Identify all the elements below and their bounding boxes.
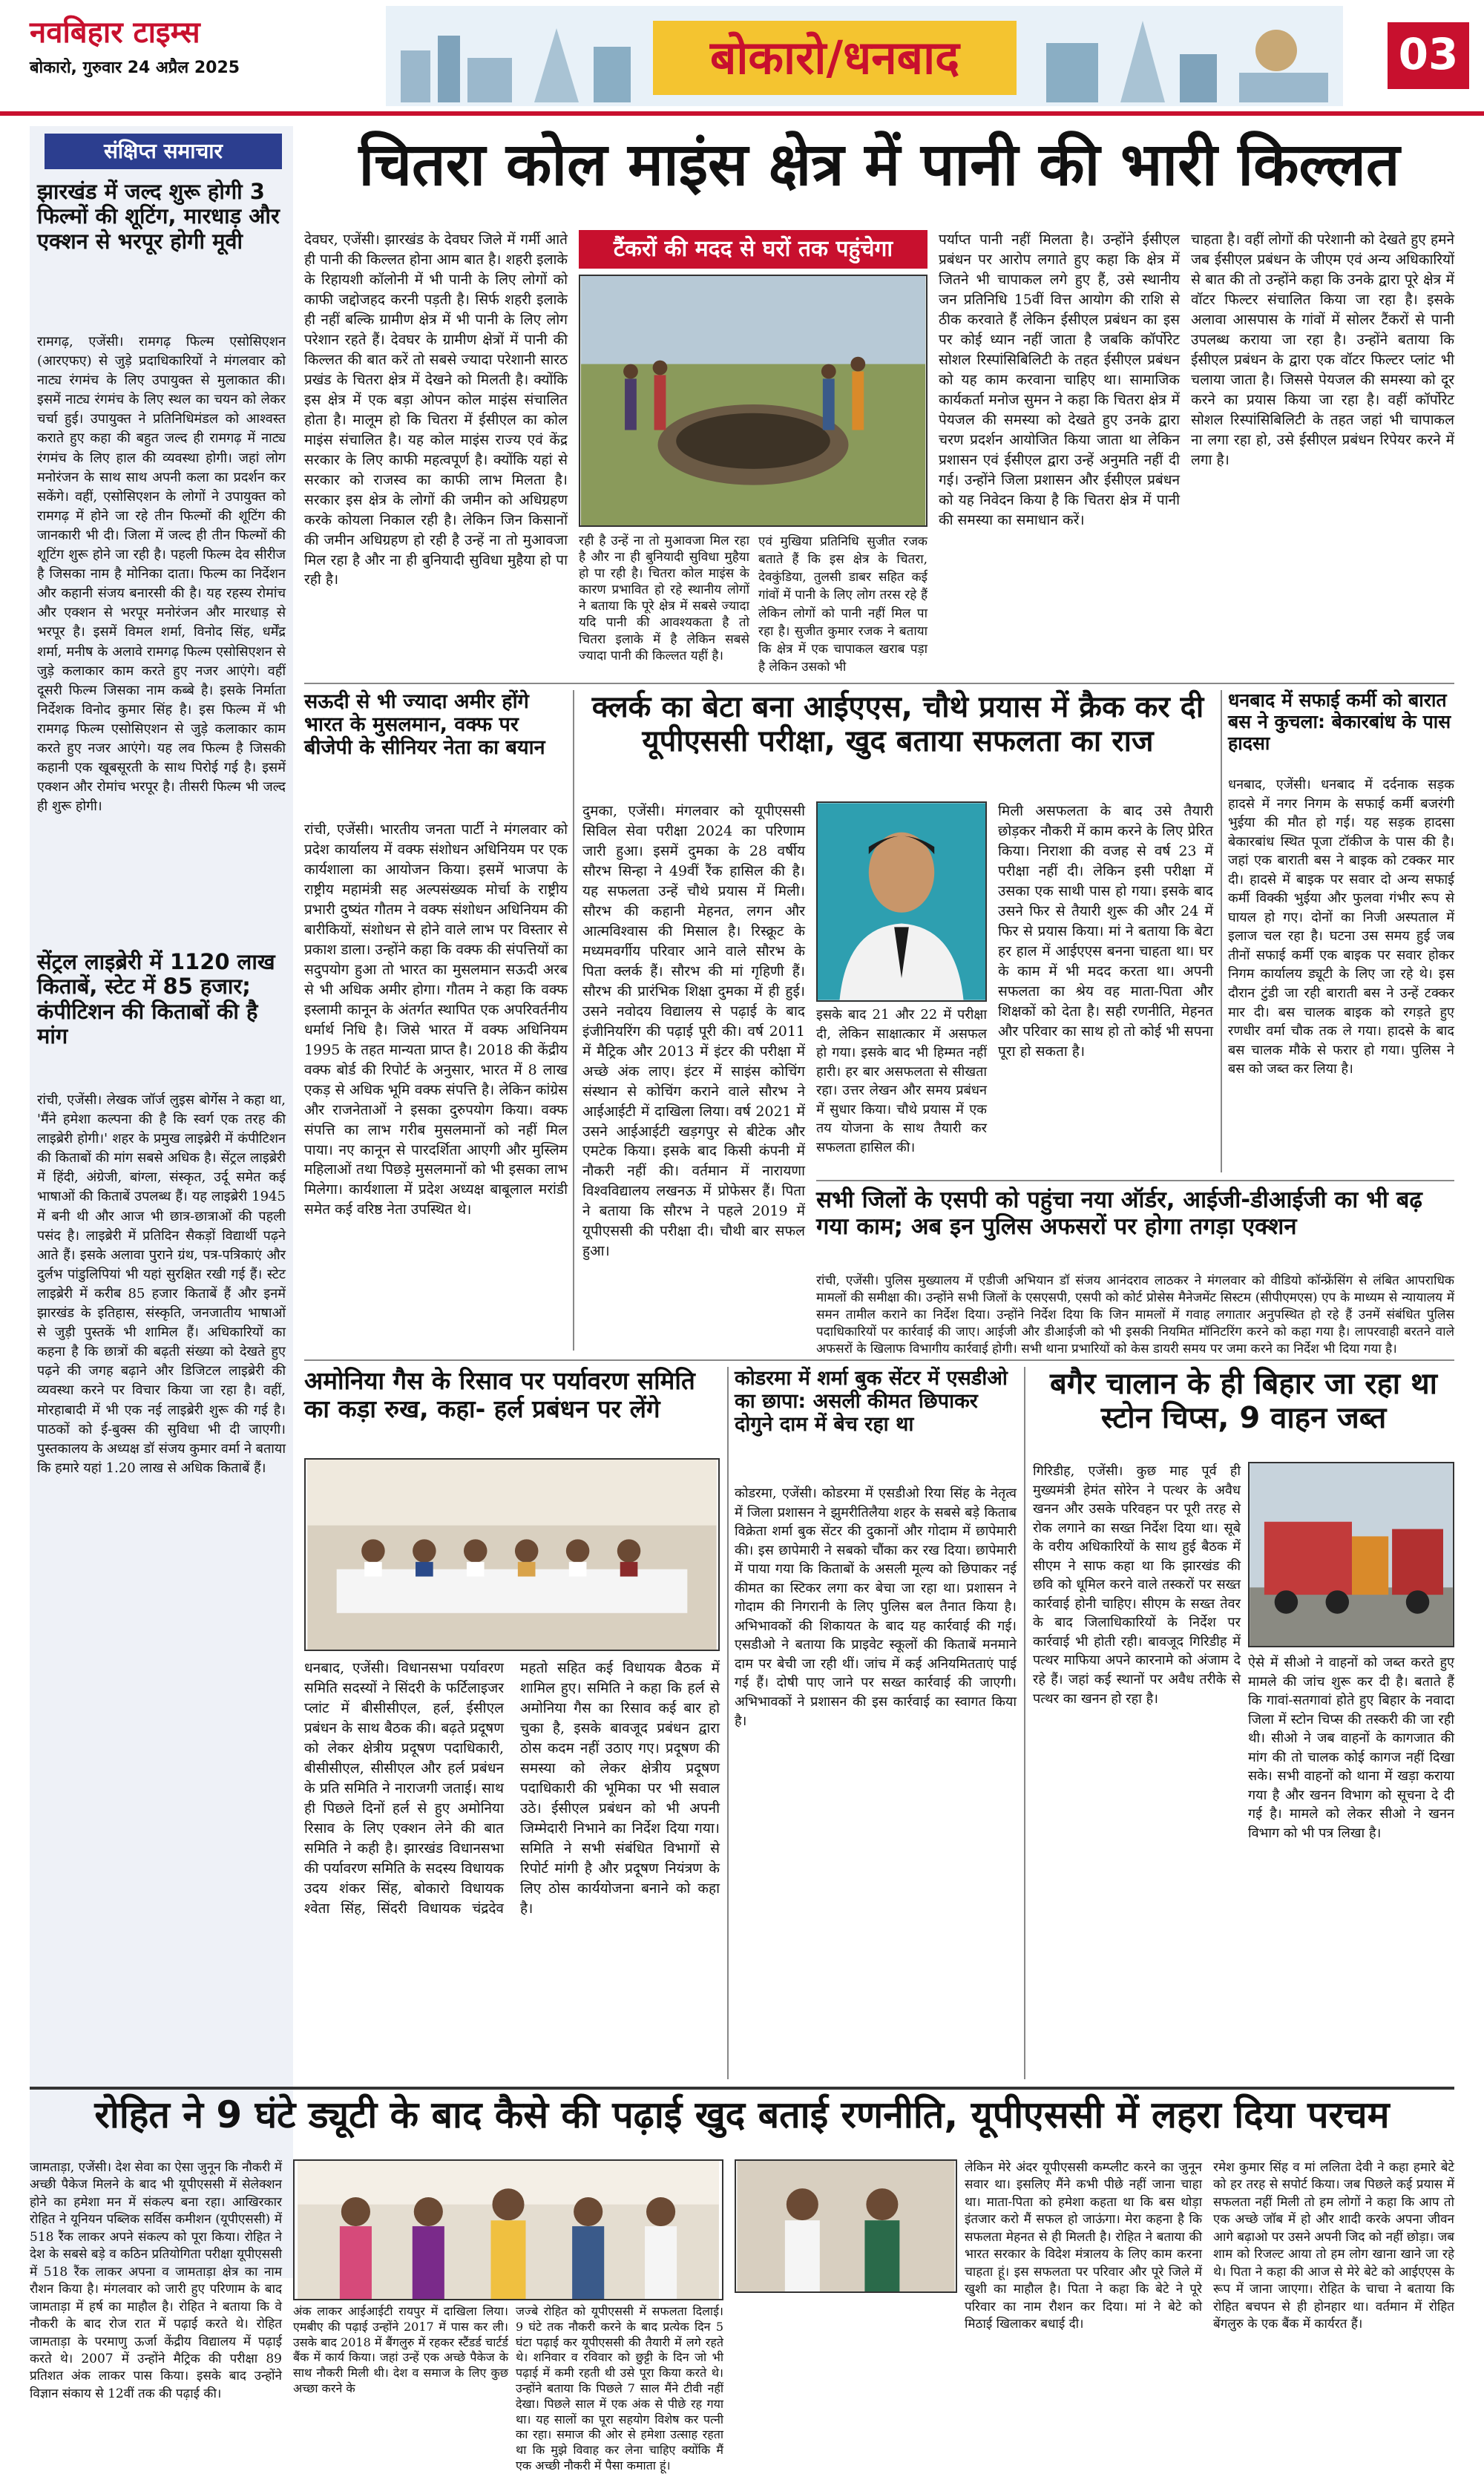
lead-body-far: चाहता है। वहीं लोगों की परेशानी को देखते हुए हमने जब ईसीएल प्रबंधन के जीएम एवं अन्य अधिकारियों से बात की तो उन्होंने कहा कि उनके द्वारा पूरे क्षेत्र में वॉटर फिल्टर संचालित किया जा रहा है। इसके अलावा आसपास के गांवों में सोलर टैंकरों से पानी उपलब्ध कराया जा रहा है। उन्होंने बताया कि ईसीएल प्रबंधन के द्वारा एक वॉटर फिल्टर प्लांट भी चलाया जाता है। जिससे पेयजल की समस्या को दूर करने का प्रयास किया जा रहा है। वहीं कॉर्पोरेट सोशल रिस्पांसिबिलिटी के तहत जहां भी चापाकल ना लगा रहा हो, उसे ईसीएल प्रबंधन रिपेयर करने में लगा है। (1191, 232, 1454, 468)
rohit-body-left: जामताड़ा, एजेंसी। देश सेवा का ऐसा जुनून कि नौकरी में अच्छी पैकेज मिलने के बाद भी यूपीएससी में सेलेक्शन होने का हमेशा मन में संकल्प बना रहा। आखिरकार रोहित ने यूनियन पब्लिक सर्विस कमीशन (यूपीएससी) में 518 रैंक लाकर अपने संकल्प को पूरा किया। रोहित ने देश के सबसे बड़े व कठिन प्रतियोगिता परीक्षा यूपीएससी में 518 रैंक लाकर अपना व जामताड़ा क्षेत्र का नाम रौशन किया है। मंगलवार को जारी हुए परिणाम के बाद जामताड़ा में हर्ष का माहौल है। रोहित ने बताया कि वे नौकरी के बाद रोज रात में पढ़ाई करते थे। रोहित जामताड़ा के परमाणु ऊर्जा केंद्रीय विद्यालय में पढ़ाई करते थे। 2007 में उन्होंने मैट्रिक की परीक्षा 89 प्रतिशत अंक लाकर पास किया। इसके बाद उन्होंने विज्ञान संकाय से 12वीं तक की पढ़ाई की। (30, 2160, 282, 2401)
brief-story-1-title: झारखंड में जल्द शुरू होगी 3 फिल्मों की शूटिंग, मारधाड़ और एक्शन से भरपूर होगी मूवी (37, 179, 280, 254)
lead-body-left: देवघर, एजेंसी। झारखंड के देवघर जिले में गर्मी आते ही पानी की किल्लत होना आम बात है। शहरी इलाके के रिहायशी कॉलोनी में भी पानी के लिए लोगों को काफी जद्दोजहद करनी पड़ती है। सिर्फ शहरी इलाके ही नहीं बल्कि ग्रामीण क्षेत्र में भी पानी के लिए लोग परेशान रहते हैं। देवघर के ग्रामीण क्षेत्रों में पानी की किल्लत की बात करें तो सबसे ज्यादा परेशानी सारठ प्रखंड के चितरा क्षेत्र में देखने को मिलती है। क्योंकि इस क्षेत्र में एक बड़ा ओपन कोल माइंस संचालित होता है। मालूम हो कि चितरा में ईसीएल का कोल माइंस संचालित है। यह कोल माइंस राज्य एवं केंद्र सरकार के लिए काफी महत्वपूर्ण है। क्योंकि यहां से सरकार को राजस्व का काफी लाभ मिलता है। सरकार इस क्षेत्र के लोगों की जमीन को अधिग्रहण करके कोयला निकाल रही है। लेकिन जिन किसानों की जमीन अधिग्रहण हो रही है उन्हें ना तो मुआवजा मिल रहा है और ना ही बुनियादी सुविधा मुहैया हो पा रही है। (304, 232, 568, 588)
lead-headline: चितरा कोल माइंस क्षेत्र में पानी की भारी किल्लत (358, 130, 1400, 199)
edition-date: बोकारो, गुरुवार 24 अप्रैल 2025 (30, 59, 240, 77)
ias-headline: क्लर्क का बेटा बना आईएएस, चौथे प्रयास में क्रैक कर दी यूपीएससी परीक्षा, खुद बताया सफलता का राज (591, 690, 1204, 758)
koderma-body: कोडरमा, एजेंसी। कोडरमा में एसडीओ रिया सिंह के नेतृत्व में जिला प्रशासन ने झुमरीतिलैया शहर के सबसे बड़े किताब विक्रेता शर्मा बुक सेंटर की दुकानों और गोदाम में छापेमारी की। इस छापेमारी ने सबको चौंका कर रख दिया। छापेमारी में पाया गया कि किताबों के असली मूल्य को छिपाकर नई कीमत का स्टिकर लगा कर बेचा जा रहा था। प्रशासन ने गोदाम की निगरानी के लिए पुलिस बल तैनात किया है। अभिभावकों की शिकायत के बाद यह कार्रवाई की गई। एसडीओ ने बताया कि प्राइवेट स्कूलों की किताबें मनमाने दाम पर बेची जा रही थीं। जांच में कई अनियमितताएं पाई गई हैं। दोषी पाए जाने पर सख्त कार्रवाई की जाएगी। अभिभावकों ने प्रशासन की इस कार्रवाई का स्वागत किया है। (735, 1486, 1017, 1729)
koderma-headline: कोडरमा में शर्मा बुक सेंटर में एसडीओ का छापा: असली कीमत छिपाकर दोगुने दाम में बेच रहा था (735, 1367, 1008, 1437)
saudi-body: रांची, एजेंसी। भारतीय जनता पार्टी ने मंगलवार को प्रदेश कार्यालय में वक्फ संशोधन अधिनियम पर एक कार्यशाला का आयोजन किया। इसमें भाजपा के राष्ट्रीय महामंत्री सह अल्पसंख्यक मोर्चा के राष्ट्रीय प्रभारी दुष्यंत गौतम ने वक्फ संशोधन अधिनियम की बारीकियों, संशोधन से होने वाले लाभ पर विस्तार से प्रकाश डाला। उन्होंने कहा कि वक्फ की संपत्तियों का सदुपयोग हुआ तो भारत का मुसलमान सऊदी अरब से भी अधिक अमीर होगा। गौतम ने कहा कि वक्फ इस्लामी कानून के अंतर्गत स्थापित एक अपरिवर्तनीय धर्मार्थ निधि है। जिसे भारत में वक्फ अधिनियम 1995 के तहत मान्यता प्राप्त है। 2018 की केंद्रीय वक्फ बोर्ड की रिपोर्ट के अनुसार, भारत में 8 लाख एकड़ से अधिक भूमि वक्फ संपत्ति है। लेकिन कांग्रेस और राजनेताओं ने इसका दुरुपयोग किया। वक्फ संपत्ति का लाभ गरीब मुसलमानों को नहीं मिल पाया। नए कानून से पारदर्शिता आएगी और मुस्लिम महिलाओं तथा पिछड़े मुसलमानों को भी इसका लाभ मिलेगा। कार्यशाला में प्रदेश अध्यक्ष बाबूलाल मरांडी समेत कई वरिष्ठ नेता उपस्थित थे। (304, 821, 568, 1218)
rohit-family-photo (293, 2159, 723, 2300)
lead-photo-caption: रही है उन्हें ना तो मुआवजा मिल रहा है और ना ही बुनियादी सुविधा मुहैया हो पा रही है। चितरा कोल माइंस के कारण प्रभावित हो रहे स्थानीय लोगों ने बताया कि पूरे क्षेत्र में सबसे ज्यादा यदि पानी की आवश्यकता है तो चितरा इलाके में है लेकिन सबसे ज्यादा पानी की किल्लत यहीं है। (579, 534, 749, 663)
stone-body-right: ऐसे में सीओ ने वाहनों को जब्त करते हुए मामले की जांच शुरू कर दी है। बताते हैं कि गावां-सतगावां होते हुए बिहार के नवादा जिला में स्टोन चिप्स की तस्करी की जा रही थी। सीओ ने जब वाहनों के कागजात की मांग की तो चालक कोई कागज नहीं दिखा सके। सभी वाहनों को थाना में खड़ा कराया गया है और खनन विभाग को सूचना दे दी गई है। मामले को लेकर सीओ ने खनन विभाग को भी पत्र लिखा है। (1248, 1655, 1454, 1841)
rohit-photo-caption: अंक लाकर आईआईटी रायपुर में दाखिला लिया। एमबीए की पढ़ाई उन्होंने 2017 में पास कर ली। उसके बाद 2018 में बैंगलुरु में रहकर स्टैंडर्ड चार्टर्ड बैंक में कार्य किया। जहां उन्हें एक अच्छे पैकेज के साथ नौकरी मिली थी। देश व समाज के लिए कुछ अच्छा करने के (293, 2304, 508, 2395)
stone-body: गिरिडीह, एजेंसी। कुछ माह पूर्व ही मुख्यमंत्री हेमंत सोरेन ने पत्थर के अवैध खनन और उसके परिवहन पर पूरी तरह से रोक लगाने का सख्त निर्देश दिया था। सूबे के वरीय अधिकारियों के साथ हुई बैठक में सीएम ने साफ कहा था कि झारखंड की छवि को धूमिल करने वाले तस्करों पर सख्त कार्रवाई होनी चाहिए। सीएम के सख्त तेवर के बाद जिलाधिकारियों के निर्देश पर कार्रवाई भी होती रही। बावजूद गिरिडीह में पत्थर माफिया अपने कारनामे को अंजाम दे रहे हैं। जहां कई स्थानों पर अवैध तरीके से पत्थर का खनन हो रहा है। (1033, 1463, 1241, 1707)
brief-story-2-body: रांची, एजेंसी। लेखक जॉर्ज लुइस बोर्गेस ने कहा था, 'मैंने हमेशा कल्पना की है कि स्वर्ग एक तरह की लाइब्रेरी होगी।' शहर के प्रमुख लाइब्रेरी में कंपीटिशन की किताबों की मांग सबसे अधिक है। सेंट्रल लाइब्रेरी में हिंदी, अंग्रेजी, बांग्ला, संस्कृत, उर्दू समेत कई भाषाओं की किताबें उपलब्ध हैं। यह लाइब्रेरी 1945 में बनी थी और आज भी छात्र-छात्राओं की पहली पसंद है। लाइब्रेरी में प्रतिदिन सैकड़ों विद्यार्थी पढ़ने आते हैं। इसके अलावा पुराने ग्रंथ, पत्र-पत्रिकाएं और दुर्लभ पांडुलिपियां भी यहां सुरक्षित रखी गई हैं। स्टेट लाइब्रेरी में करीब 85 हजार किताबें हैं और इनमें झारखंड के इतिहास, संस्कृति, जनजातीय भाषाओं से जुड़ी पुस्तकें भी शामिल हैं। अधिकारियों का कहना है कि छात्रों की बढ़ती संख्या को देखते हुए पढ़ने की जगह बढ़ाने और डिजिटल लाइब्रेरी की व्यवस्था करने पर विचार किया जा रहा है। वहीं, मोरहाबादी में भी एक नई लाइब्रेरी शुरू की गई है। पाठकों को ई-बुक्स की सुविधा भी दी जाएगी। पुस्तकालय के अध्यक्ष डॉ संजय कुमार वर्मा ने बताया कि हमारे यहां 1.20 लाख से अधिक किताबें हैं। (37, 1092, 286, 1476)
ias-body-right: मिली असफलता के बाद उसे तैयारी छोड़कर नौकरी में काम करने के लिए प्रेरित किया। निराशा की वजह से वर्ष 23 में परीक्षा नहीं दी। लेकिन इसी परीक्षा में उसका एक साथी पास हो गया। इसके बाद उसने फिर से तैयारी शुरू की और 24 में फिर से प्रयास किया। मां ने बताया कि बेटा हर हाल में आईएएस बनना चाहता था। घर के काम में भी मदद करता था। अपनी सफलता का श्रेय वह माता-पिता और शिक्षकों को देता है। सही रणनीति, मेहनत और परिवार का साथ हो तो कोई भी सपना पूरा हो सकता है। (998, 803, 1213, 1060)
page-number: 03 (1388, 22, 1469, 89)
divider-5 (304, 1359, 1454, 1361)
ias-portrait-photo (816, 801, 987, 1002)
ias-photo-caption: इसके बाद 21 और 22 में परीक्षा दी, लेकिन साक्षात्कार में असफल हो गया। इसके बाद भी हिम्मत नहीं हारी। हर बार असफलता से सीखता रहा। उत्तर लेखन और समय प्रबंधन में सुधार किया। चौथे प्रयास में एक तय योजना के साथ तैयारी कर सफलता हासिल की। (816, 1007, 987, 1155)
brief-story-2-title: सेंट्रल लाइब्रेरी में 1120 लाख किताबें, स्टेट में 85 हजार; कंपीटिशन की किताबों की है मांग (37, 949, 275, 1049)
divider-8 (30, 2087, 1454, 2090)
lead-subheadline: टैंकरों की मदद से घरों तक पहुंचेगा (579, 230, 928, 269)
brief-label: संक्षिप्त समाचार (45, 134, 282, 169)
brief-column (30, 126, 293, 2278)
police-body: रांची, एजेंसी। पुलिस मुख्यालय में एडीजी अभियान डॉ संजय आनंदराव लाठकर ने मंगलवार को वीडियो कॉन्फ्रेंसिंग से लंबित आपराधिक मामलों की समीक्षा की। उन्होंने सभी जिलों के एसएसपी, एसपी को कोर्ट प्रोसेस मैनेजमेंट सिस्टम (सीपीएमएस) एप के माध्यम से न्यायालय में समन तामील कराने का निर्देश दिया। उन्होंने निर्देश दिया कि जिन मामलों में गवाह लगातार अनुपस्थित हो रहे हैं उनमें संबंधित पुलिस पदाधिकारियों पर कार्रवाई की जाए। आईजी और डीआईजी को भी इसकी नियमित मॉनिटरिंग करने को कहा गया है। लापरवाही बरतने वाले अफसरों के खिलाफ विभागीय कार्रवाई होगी। सभी थाना प्रभारियों को केस डायरी समय पर जमा करने का निर्देश भी दिया गया है। (816, 1273, 1455, 1356)
rohit-body-mid: जज्बे रोहित को यूपीएससी में सफलता दिलाई। 9 घंटे तक नौकरी करने के बाद प्रत्येक दिन 5 घंटा पढ़ाई कर यूपीएससी की तैयारी में लगे रहते थे। शनिवार व रविवार को छुट्टी के दिन जो भी पढ़ाई में कमी रहती थी उसे पूरा किया करते थे। उन्होंने बताया कि पिछले 7 साल मैंने टीवी नहीं देखा। पिछले साल में एक अंक से पीछे रह गया था। यह सालों का पूरा सहयोग विशेष कर पत्नी का रहा। समाज की ओर से हमेशा उत्साह रहता था कि मुझे विवाह कर लेना चाहिए क्योंकि मैं एक अच्छी नौकरी में पैसा कमाता हूं। (516, 2304, 723, 2473)
divider-7 (1024, 1367, 1025, 2079)
saudi-headline: सऊदी से भी ज्यादा अमीर होंगे भारत के मुसलमान, वक्फ पर बीजेपी के सीनियर नेता का बयान (304, 690, 545, 760)
lead-photo-well (579, 275, 928, 527)
police-headline: सभी जिलों के एसपी को पहुंचा नया ऑर्डर, आईजी-डीआईजी का भी बढ़ गया काम; अब इन पुलिस अफसरों पर होगा तगड़ा एक्शन (816, 1187, 1422, 1240)
divider-3 (1221, 690, 1222, 1172)
masthead-left (30, 10, 326, 99)
rohit-body-far: रमेश कुमार सिंह व मां ललिता देवी ने कहा हमारे बेटे को हर तरह से सपोर्ट किया। जब पिछले कई प्रयास में सफलता नहीं मिली तो हम लोगों ने कहा कि आप तो एक अच्छे जॉब में हो और शादी करके अपना जीवन आगे बढ़ाओ पर उसने अपनी जिद को नहीं छोड़ा। जब शाम को रिजल्ट आया तो हम लोग खाना खाने जा रहे थे। पिता ने कहा की आज से मेरे बेटे को आईएएस के रूप में जाना जाएगा। रोहित के चाचा ने बताया कि रोहित बचपन से ही होनहार था। वर्तमान में रोहित बेंगलुरु के एक बैंक में कार्यरत हैं। (1213, 2160, 1454, 2332)
lead-body-right: पर्याप्त पानी नहीं मिलता है। उन्होंने ईसीएल प्रबंधन पर आरोप लगाते हुए कहा कि क्षेत्र में जितने भी चापाकल लगे हुए हैं, उसे स्थानीय जन प्रतिनिधि 15वीं वित्त आयोग की राशि से ठीक करवाते हैं लेकिन ईसीएल प्रबंधन का इस पर कोई ध्यान नहीं जाता है जबकि कॉर्पोरेट सोशल रिस्पांसिबिलिटी के तहत ईसीएल प्रबंधन को यह काम करवाना चाहिए था। सामाजिक कार्यकर्ता मनोज सुमन ने कहा कि चितरा क्षेत्र में पेयजल की समस्या को देखते हुए उनके द्वारा चरण प्रदर्शन आयोजित किया जाता था लेकिन प्रशासन एवं ईसीएल द्वारा उन्हें अनुमति नहीं दी गई। उन्होंने जिला प्रशासन और ईसीएल प्रबंधन को यह निवेदन किया है कि चितरा क्षेत्र में पानी की समस्या का समाधान करें। (939, 232, 1180, 528)
rohit-body-right: लेकिन मेरे अंदर यूपीएससी कम्प्लीट करने का जुनून सवार था। इसलिए मैंने कभी पीछे नहीं जाना चाहा था। माता-पिता को हमेशा कहता था कि बस थोड़ा इंतजार करो मैं सफल हो जाऊंगा। मेरा कहना है कि सफलता मेहनत से ही मिलती है। रोहित ने बताया की भारत सरकार के विदेश मंत्रालय के लिए काम करना चाहता हूं। इस सफलता पर परिवार और पूरे जिले में खुशी का माहौल है। पिता ने कहा कि बेटे ने पूरे परिवार का नाम रौशन कर दिया। मां ने बेटे को मिठाई खिलाकर बधाई दी। (965, 2160, 1202, 2332)
gas-headline: अमोनिया गैस के रिसाव पर पर्यावरण समिति का कड़ा रुख, कहा- हर्ल प्रबंधन पर लेंगे (304, 1366, 695, 1423)
lead-body-mid: एवं मुखिया प्रतिनिधि सुजीत रजक बताते हैं कि इस क्षेत्र के चितरा, देवकुंडिया, तुलसी डाबर सहित कई गांवों में पानी के लिए लोग तरस रहे हैं लेकिन लोगों को पानी नहीं मिल पा रहा है। सुजीत कुमार रजक ने बताया कि क्षेत्र में एक चापाकल खराब पड़ा है लेकिन उसको भी (758, 534, 928, 675)
gas-body: धनबाद, एजेंसी। विधानसभा पर्यावरण समिति सदस्यों ने सिंदरी के फर्टिलाइजर प्लांट में बीसीसीएल, हर्ल, ईसीएल प्रबंधन के साथ बैठक की। बढ़ते प्रदूषण को लेकर क्षेत्रीय प्रदूषण पदाधिकारी, बीसीसीएल, सीसीएल और हर्ल प्रबंधन के प्रति समिति ने नाराजगी जताई। साथ ही पिछले दिनों हर्ल से हुए अमोनिया रिसाव के लिए एक्शन लेने की बात समिति ने कही है। झारखंड विधानसभा की पर्यावरण समिति के सदस्य विधायक उदय शंकर सिंह, बोकारो विधायक श्वेता सिंह, सिंदरी विधायक चंद्रदेव महतो सहित कई विधायक बैठक में शामिल हुए। समिति ने कहा कि हर्ल से अमोनिया गैस का रिसाव कई बार हो चुका है, इसके बावजूद प्रबंधन द्वारा ठोस कदम नहीं उठाए गए। प्रदूषण की समस्या को लेकर क्षेत्रीय प्रदूषण पदाधिकारी की भूमिका पर भी सवाल उठे। ईसीएल प्रबंधन को भी अपनी जिम्मेदारी निभाने का निर्देश दिया गया। समिति ने सभी संबंधित विभागों से रिपोर्ट मांगी है और प्रदूषण नियंत्रण के लिए ठोस कार्ययोजना बनाने को कहा है। (304, 1660, 720, 1917)
gas-meeting-photo (304, 1458, 720, 1651)
brief-story-1-body: रामगढ़, एजेंसी। रामगढ़ फिल्म एसोसिएशन (आरएफए) से जुड़े प्रदाधिकारियों ने मंगलवार को नाट्य रंगमंच के लिए उपायुक्त से मुलाकात की। इसमें नाट्य रंगमंच के लिए स्थल का चयन को लेकर चर्चा हुई। उपायुक्त ने प्रतिनिधिमंडल को आश्वस्त कराते हुए कहा की बहुत जल्द ही रामगढ़ में नाट्य रंगमंच के लिए हाल की व्यवस्था होगी। जहां लोग मनोरंजन के साथ साथ अपनी कला का प्रदर्शन कर सकेंगे। वहीं, एसोसिएशन के लोगों ने उपायुक्त को रामगढ़ में होने जा रहे तीन फिल्मों की शूटिंग की जानकारी भी दी। जिला में जल्द ही तीन फिल्मों की शूटिंग शुरू होने जा रही है। पहली फिल्म देव सीरीज है जिसका नाम है मोनिका दाता। फिल्म का निर्देशन और कहानी संजय बनारसी की है। यह रहस्य रोमांच और एक्शन से भरपूर मनोरंजन और मारधाड़ से भरपूर है। इसमें विमल शर्मा, विनोद सिंह, धर्मेंद्र शर्मा, मनीष के अलावे रामगढ़ फिल्म एसोसिएशन से जुड़े कलाकार काम करते हुए नजर आएंगे। वहीं दूसरी फिल्म जिसका नाम कब्बे है। इसके निर्माता निर्देशक विनोद कुमार सिंह है। इस फिल्म में भी रामगढ़ फिल्म एसोसिएशन से जुड़े कलाकार काम करते हुए नजर आएंगे। यह लव फिल्म है जिसकी कहानी एक खूबसूरती के साथ पिरोई गई है। इसमें एक्शन और रोमांच भरपूर है। तीसरी फिल्म भी जल्द ही शुरू होगी। (37, 334, 286, 815)
divider-4 (816, 1180, 1454, 1181)
divider-6 (727, 1367, 729, 2079)
dhanbad-body: धनबाद, एजेंसी। धनबाद में दर्दनाक सड़क हादसे में नगर निगम के सफाई कर्मी बजरंगी भुईया की मौत हो गई। यह सड़क हादसा बेकारबांध स्थित पूजा टॉकीज के पास की है। जहां एक बाराती बस ने बाइक को टक्कर मार दी। हादसे में बाइक पर सवार दो अन्य सफाई कर्मी विक्की भुईया और फुलवा गंभीर रूप से घायल हो गए। दोनों का निजी अस्पताल में इलाज चल रहा है। घटना उस समय हुई जब तीनों सफाई कर्मी एक बाइक पर सवार होकर निगम कार्यालय ड्यूटी के लिए जा रहे थे। इस दौरान टुंडी जा रही बाराती बस ने उन्हें टक्कर मार दी। बस चालक बाइक को रगड़ते हुए रणधीर वर्मा चौक तक ले गया। हादसे के बाद बस चालक मौके से फरार हो गया। पुलिस ने बस को जब्त कर लिया है। (1228, 777, 1454, 1077)
dhanbad-headline: धनबाद में सफाई कर्मी को बारात बस ने कुचला: बेकारबांध के पास हादसा (1228, 689, 1451, 754)
truck-photo (1248, 1462, 1454, 1647)
section-title: बोकारो/धनबाद (709, 30, 960, 85)
paper-name: नवबिहार टाइम्स (30, 16, 200, 50)
divider-2 (573, 690, 574, 1351)
rohit-headline: रोहित ने 9 घंटे ड्यूटी के बाद कैसे की पढ़ाई खुद बताई रणनीति, यूपीएससी में लहरा दिया परचम (94, 2093, 1390, 2136)
ias-body-left: दुमका, एजेंसी। मंगलवार को यूपीएससी सिविल सेवा परीक्षा 2024 का परिणाम जारी हुआ। इसमें दुमका के 28 वर्षीय सौरभ सिन्हा ने 49वीं रैंक हासिल की है। यह सफलता उन्हें चौथे प्रयास में मिली। सौरभ की कहानी मेहनत, लगन और आत्मविश्वास की मिसाल है। रिस्क्रूट के मध्यमवर्गीय परिवार आने वाले सौरभ के पिता क्लर्क हैं। सौरभ की मां गृहिणी हैं। सौरभ की प्रारंभिक शिक्षा दुमका में ही हुई। उसने नवोदय विद्यालय से पढ़ाई के बाद इंजीनियरिंग की पढ़ाई पूरी की। वर्ष 2011 में मैट्रिक और 2013 में इंटर की परीक्षा में अच्छे अंक लाए। इंटर में साइंस कोचिंग संस्थान से कोचिंग कराने वाले सौरभ ने आईआईटी में दाखिला लिया। वर्ष 2021 में उसने आईआईटी खड़गपुर से बीटेक और एमटेक किया। इसके बाद किसी कंपनी में नौकरी नहीं की। वर्तमान में नारायणा विश्वविद्यालय लखनऊ में प्रोफेसर हैं। पिता ने बताया कि सौरभ ने पहले 2019 में यूपीएससी की परीक्षा दी। चौथी बार सफल हुआ। (582, 803, 806, 1260)
rohit-celebration-photo (735, 2159, 957, 2293)
masthead-rule (0, 111, 1484, 116)
divider-1 (304, 683, 1454, 684)
stone-headline: बगैर चालान के ही बिहार जा रहा था स्टोन चिप्स, 9 वाहन जब्त (1049, 1367, 1438, 1435)
masthead (0, 0, 1484, 111)
